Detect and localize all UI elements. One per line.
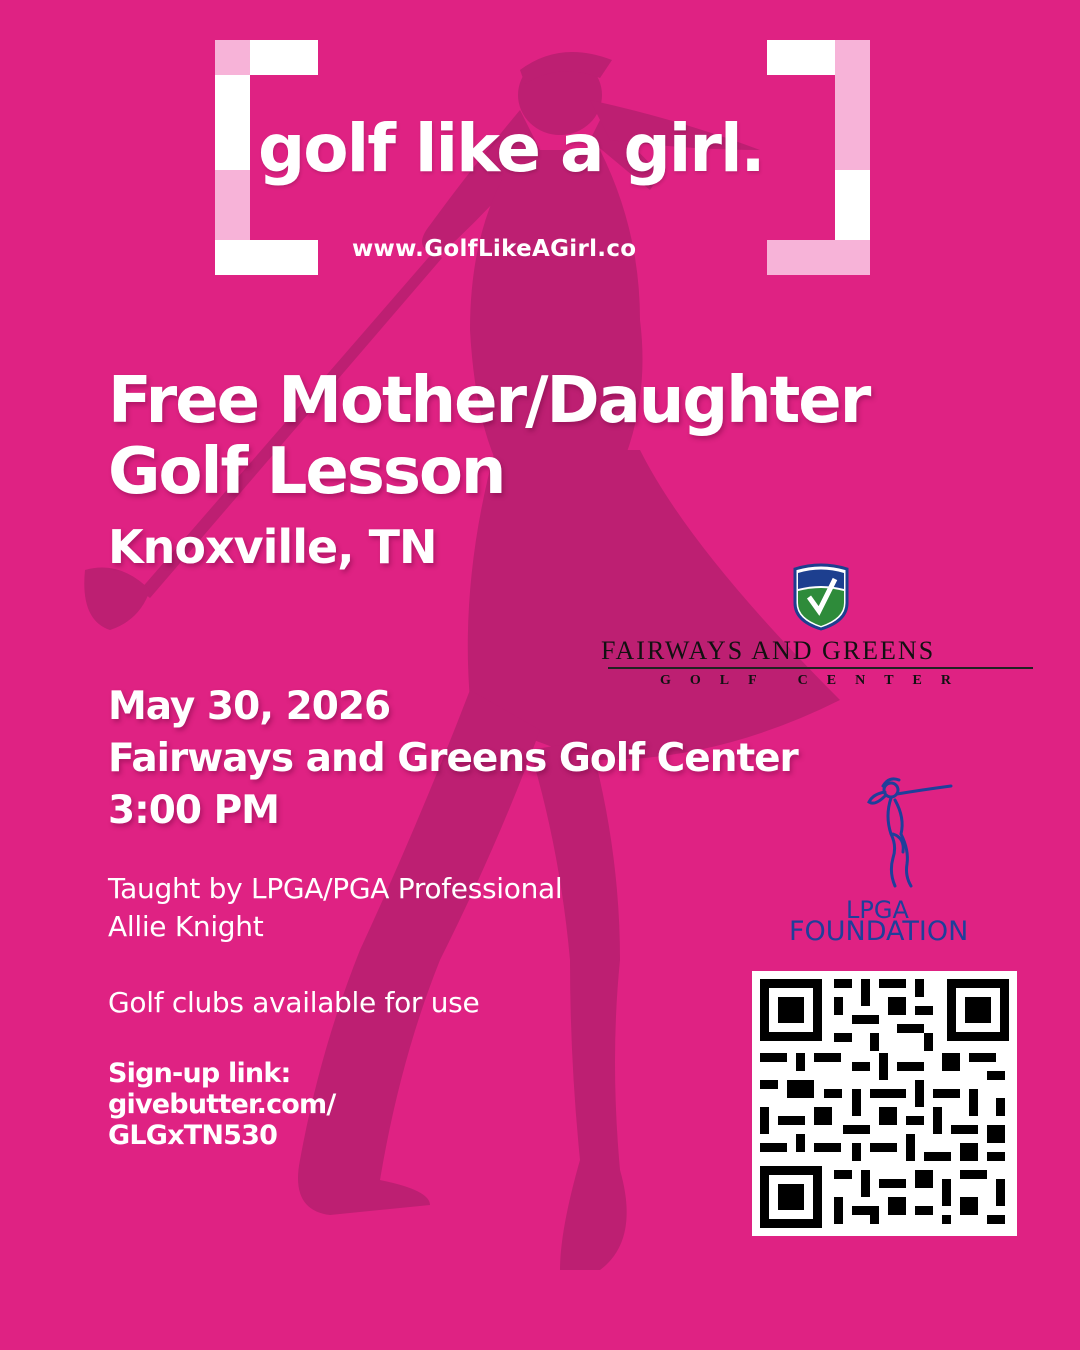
lpga-logo-word: LPGA [846, 896, 909, 924]
signup-link-line1[interactable]: givebutter.com/ [108, 1089, 336, 1120]
event-date: May 30, 2026 [108, 684, 391, 729]
clubs-note: Golf clubs available for use [108, 986, 480, 1019]
event-title-line1: Free Mother/Daughter [108, 364, 870, 438]
fairways-shield-icon [791, 563, 851, 631]
event-title [108, 366, 869, 508]
signup-block [108, 1058, 335, 1151]
event-venue: Fairways and Greens Golf Center [108, 736, 798, 781]
signup-qr-code[interactable] [752, 971, 1017, 1236]
fairways-logo-name: FAIRWAYS AND GREENS [601, 636, 936, 665]
signup-label: Sign-up link: [108, 1058, 291, 1089]
event-title-line2: Golf Lesson [108, 435, 505, 509]
signup-link-line2[interactable]: GLGxTN530 [108, 1120, 278, 1151]
instructor-name: Allie Knight [108, 910, 264, 943]
website-url[interactable]: www.GolfLikeAGirl.co [352, 236, 637, 262]
event-time: 3:00 PM [108, 788, 279, 833]
fairways-logo-subtitle: GOLF CENTER [660, 673, 970, 688]
lpga-logo-foundation: FOUNDATION [789, 916, 969, 947]
lpga-golfer-icon [855, 772, 955, 892]
golf-like-a-girl-logo-text: golf like a girl. [258, 110, 764, 187]
fairways-logo-rule [608, 667, 1033, 669]
event-location: Knoxville, TN [108, 520, 437, 574]
instructor-line1: Taught by LPGA/PGA Professional [108, 872, 563, 905]
